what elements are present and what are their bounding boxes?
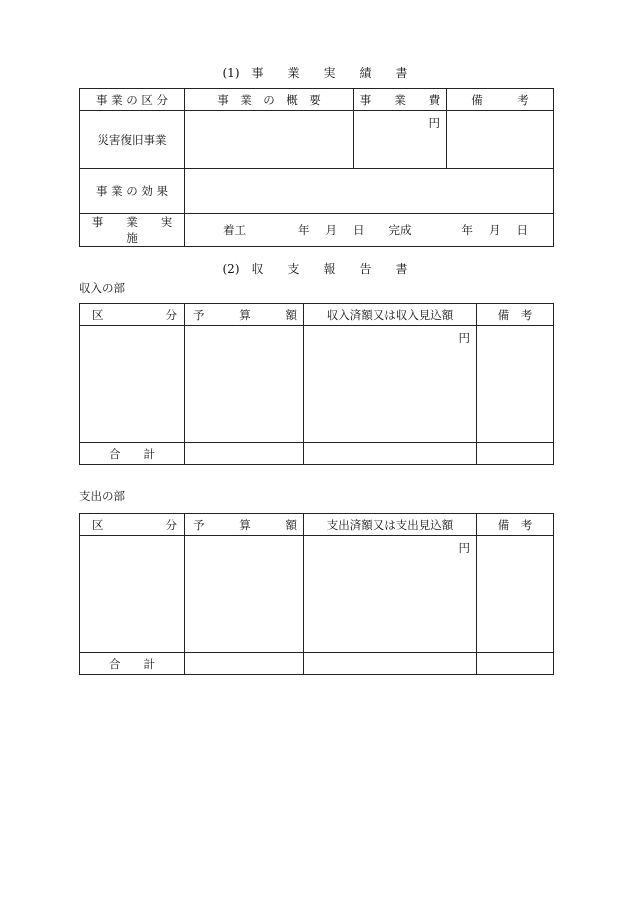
cost-yen: 円 — [354, 111, 447, 169]
income-section-label: 収入の部 — [79, 281, 125, 295]
header-overview: 事 業 の 概 要 — [185, 89, 354, 111]
income-header-category-a: 区 — [92, 307, 104, 322]
complete-year: 年 — [461, 223, 473, 237]
income-header-remarks: 備 考 — [477, 304, 554, 326]
header-cost: 事 業 費 — [354, 89, 447, 111]
expense-header-amount: 支出済額又は支出見込額 — [304, 514, 477, 536]
income-header-budget-b: 算 — [239, 307, 251, 322]
remarks-cell — [447, 111, 554, 169]
row-label-disaster-recovery: 災害復旧事業 — [80, 111, 185, 169]
implementation-cell — [185, 214, 554, 247]
section2-title: (2) 収 支 報 告 書 — [222, 262, 408, 276]
income-remarks-cell — [477, 326, 554, 443]
header-category: 事 業 の 区 分 — [80, 89, 185, 111]
expense-total-amount — [304, 653, 477, 675]
effect-cell — [185, 169, 554, 214]
complete-month: 月 — [489, 223, 501, 237]
income-header-category-b: 分 — [165, 307, 177, 322]
expense-header-budget-a: 予 — [193, 517, 205, 532]
expense-remarks-cell — [477, 536, 554, 653]
expense-budget-cell — [185, 536, 304, 653]
income-header-category — [80, 304, 185, 326]
expense-amount-yen: 円 — [304, 536, 477, 653]
expense-total-budget — [185, 653, 304, 675]
expense-total-remarks — [477, 653, 554, 675]
effect-label: 事 業 の 効 果 — [80, 169, 185, 214]
expense-header-category-a: 区 — [92, 517, 104, 532]
income-total-budget — [185, 443, 304, 465]
header-remarks: 備 考 — [447, 89, 554, 111]
expense-header-category — [80, 514, 185, 536]
performance-table — [79, 88, 554, 247]
complete-label: 完成 — [388, 223, 412, 237]
start-month: 月 — [325, 223, 337, 237]
implementation-label: 事 業 実 施 — [80, 214, 185, 247]
start-year: 年 — [298, 223, 310, 237]
income-table — [79, 303, 554, 465]
overview-cell — [185, 111, 354, 169]
income-total-label: 合 計 — [80, 443, 185, 465]
income-header-budget-a: 予 — [193, 307, 205, 322]
income-budget-cell — [185, 326, 304, 443]
expense-header-remarks: 備 考 — [477, 514, 554, 536]
income-header-budget — [185, 304, 304, 326]
start-label: 着工 — [223, 223, 246, 237]
income-header-amount: 収入済額又は収入見込額 — [304, 304, 477, 326]
section1-title: (1) 事 業 実 績 書 — [222, 66, 408, 80]
expense-header-budget — [185, 514, 304, 536]
income-header-budget-c: 額 — [285, 307, 297, 322]
complete-day: 日 — [516, 223, 528, 237]
income-category-cell — [80, 326, 185, 443]
expense-total-label: 合 計 — [80, 653, 185, 675]
expense-header-budget-c: 額 — [285, 517, 297, 532]
expense-table — [79, 513, 554, 675]
income-total-amount — [304, 443, 477, 465]
expense-header-category-b: 分 — [165, 517, 177, 532]
start-day: 日 — [353, 223, 365, 237]
income-amount-yen: 円 — [304, 326, 477, 443]
income-total-remarks — [477, 443, 554, 465]
expense-header-budget-b: 算 — [239, 517, 251, 532]
expense-section-label: 支出の部 — [79, 489, 125, 503]
expense-category-cell — [80, 536, 185, 653]
